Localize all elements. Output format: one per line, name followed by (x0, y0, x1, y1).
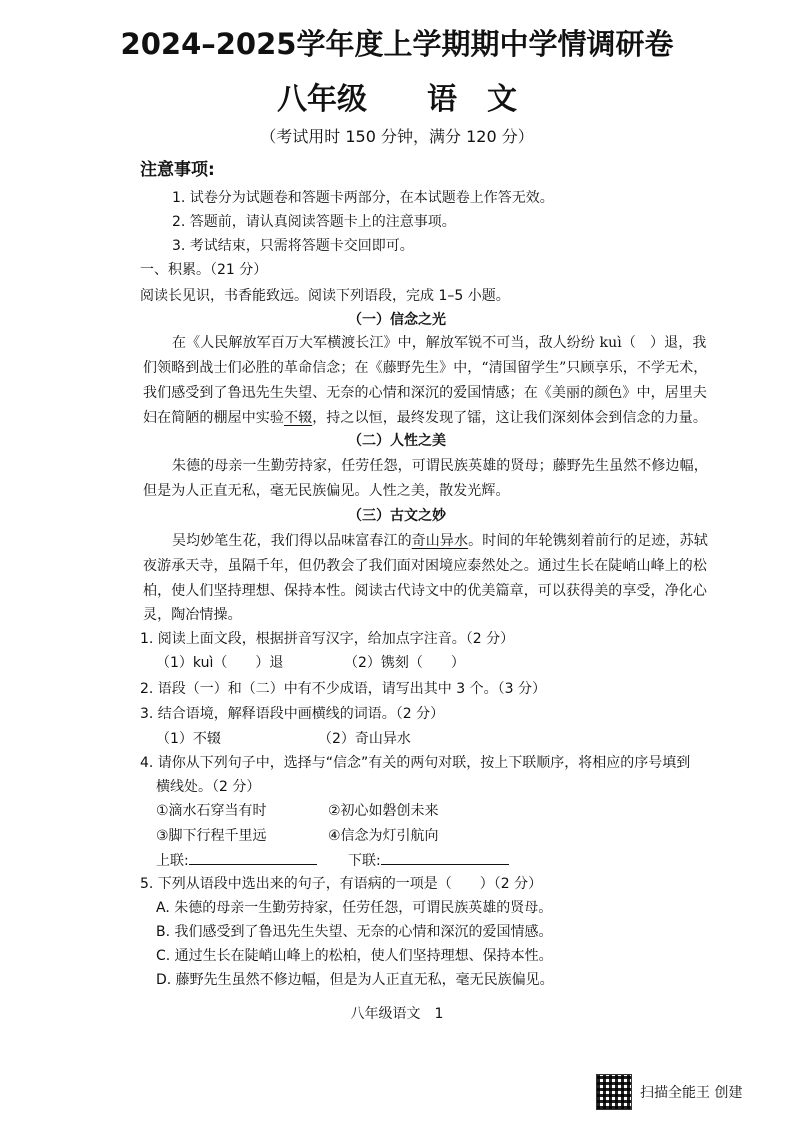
passage-line: 但是为人正直无私，毫无民族偏见。人性之美，散发光辉。 (143, 483, 510, 499)
passage-line: 灵，陶冶情操。 (143, 607, 242, 623)
answer-blank (381, 850, 509, 865)
question-3: 3. 结合语境，解释语段中画横线的词语。（2 分） (140, 706, 445, 722)
page-subtitle: 八年级 语 文 (277, 82, 517, 117)
couplet-option: ③脚下行程千里远 (156, 828, 267, 844)
passage-title: （二）人性之美 (348, 433, 446, 449)
couplet-option: ④信念为灯引航向 (328, 828, 439, 844)
section-heading: 一、积累。（21 分） (140, 262, 268, 278)
couplet-option: ②初心如磐创未来 (328, 803, 439, 819)
question-4-cont: 横线处。（2 分） (156, 779, 261, 795)
question-3b: （2）奇山异水 (318, 731, 411, 747)
notice-item: 2. 答题前，请认真阅读答题卡上的注意事项。 (172, 214, 456, 230)
passage-line: 柏，使人们坚持理想、保持本性。阅读古代诗文中的优美篇章，可以获得美的享受，净化心 (143, 583, 707, 599)
question-1b: （2）镌刻（ ） (344, 655, 465, 671)
couplet-option: ①滴水石穿当有时 (156, 803, 267, 819)
passage-line: 们领略到战士们必胜的革命信念；在《藤野先生》中，“清国留学生”只顾享乐，不学无术， (143, 360, 708, 376)
passage-line: 在《人民解放军百万大军横渡长江》中，解放军锐不可当，敌人纷纷 kuì（ ）退，我 (172, 335, 707, 351)
notice-heading: 注意事项: (140, 160, 215, 180)
notice-item: 3. 考试结束，只需将答题卡交回即可。 (172, 238, 414, 254)
passage-line: 妇在简陋的棚屋中实验不辍，持之以恒，最终发现了镭，这让我们深刻体会到信念的力量。 (143, 410, 708, 426)
exam-info: （考试用时 150 分钟，满分 120 分） (260, 127, 534, 146)
underlined-term: 奇山异水 (411, 533, 469, 549)
scanner-watermark: 扫描全能王 创建 (640, 1085, 743, 1101)
question-5: 5. 下列从语段中选出来的句子，有语病的一项是（ ）（2 分） (140, 876, 543, 892)
passage-line: 朱德的母亲一生勤劳持家，任劳任怨，可谓民族英雄的贤母；藤野先生虽然不修边幅， (172, 458, 708, 474)
qr-code-icon (596, 1074, 632, 1110)
lower-couplet-field[interactable]: 下联: (348, 850, 509, 871)
page-footer: 八年级语文 1 (350, 1006, 444, 1022)
question-1a: （1）kuì（ ）退 (156, 655, 284, 671)
choice-d: D. 藤野先生虽然不修边幅，但是为人正直无私，毫无民族偏见。 (156, 972, 554, 988)
notice-item: 1. 试卷分为试题卷和答题卡两部分，在本试题卷上作答无效。 (172, 190, 554, 206)
question-1: 1. 阅读上面文段，根据拼音写汉字，给加点字注音。（2 分） (140, 631, 515, 647)
question-2: 2. 语段（一）和（二）中有不少成语，请写出其中 3 个。（3 分） (140, 681, 546, 697)
choice-c: C. 通过生长在陡峭山峰上的松柏，使人们坚持理想、保持本性。 (156, 948, 553, 964)
question-3a: （1）不辍 (156, 731, 221, 747)
passage-line: 夜游承天寺，虽隔千年，但仍教会了我们面对困境应泰然处之。通过生长在陡峭山峰上的松 (143, 558, 707, 574)
passage-title: （三）古文之妙 (348, 508, 446, 524)
page-title: 2024–2025学年度上学期期中学情调研卷 (120, 27, 674, 61)
question-4: 4. 请你从下列句子中，选择与“信念”有关的两句对联，按上下联顺序，将相应的序号填到 (140, 755, 691, 771)
answer-blank (189, 850, 317, 865)
passage-line: 我们感受到了鲁迅先生失望、无奈的心情和深沉的爱国情感；在《美丽的颜色》中，居里夫 (143, 385, 707, 401)
choice-b: B. 我们感受到了鲁迅先生失望、无奈的心情和深沉的爱国情感。 (156, 924, 553, 940)
passage-title: （一）信念之光 (348, 312, 446, 328)
underlined-term: 不辍 (284, 410, 313, 426)
passage-line: 吴均妙笔生花，我们得以品味富春江的奇山异水。时间的年轮镌刻着前行的足迹，苏轼 (172, 533, 708, 549)
upper-couplet-field[interactable]: 上联: (156, 850, 317, 871)
choice-a: A. 朱德的母亲一生勤劳持家，任劳任怨，可谓民族英雄的贤母。 (156, 900, 553, 916)
section-intro: 阅读长见识，书香能致远。阅读下列语段，完成 1–5 小题。 (140, 288, 510, 304)
